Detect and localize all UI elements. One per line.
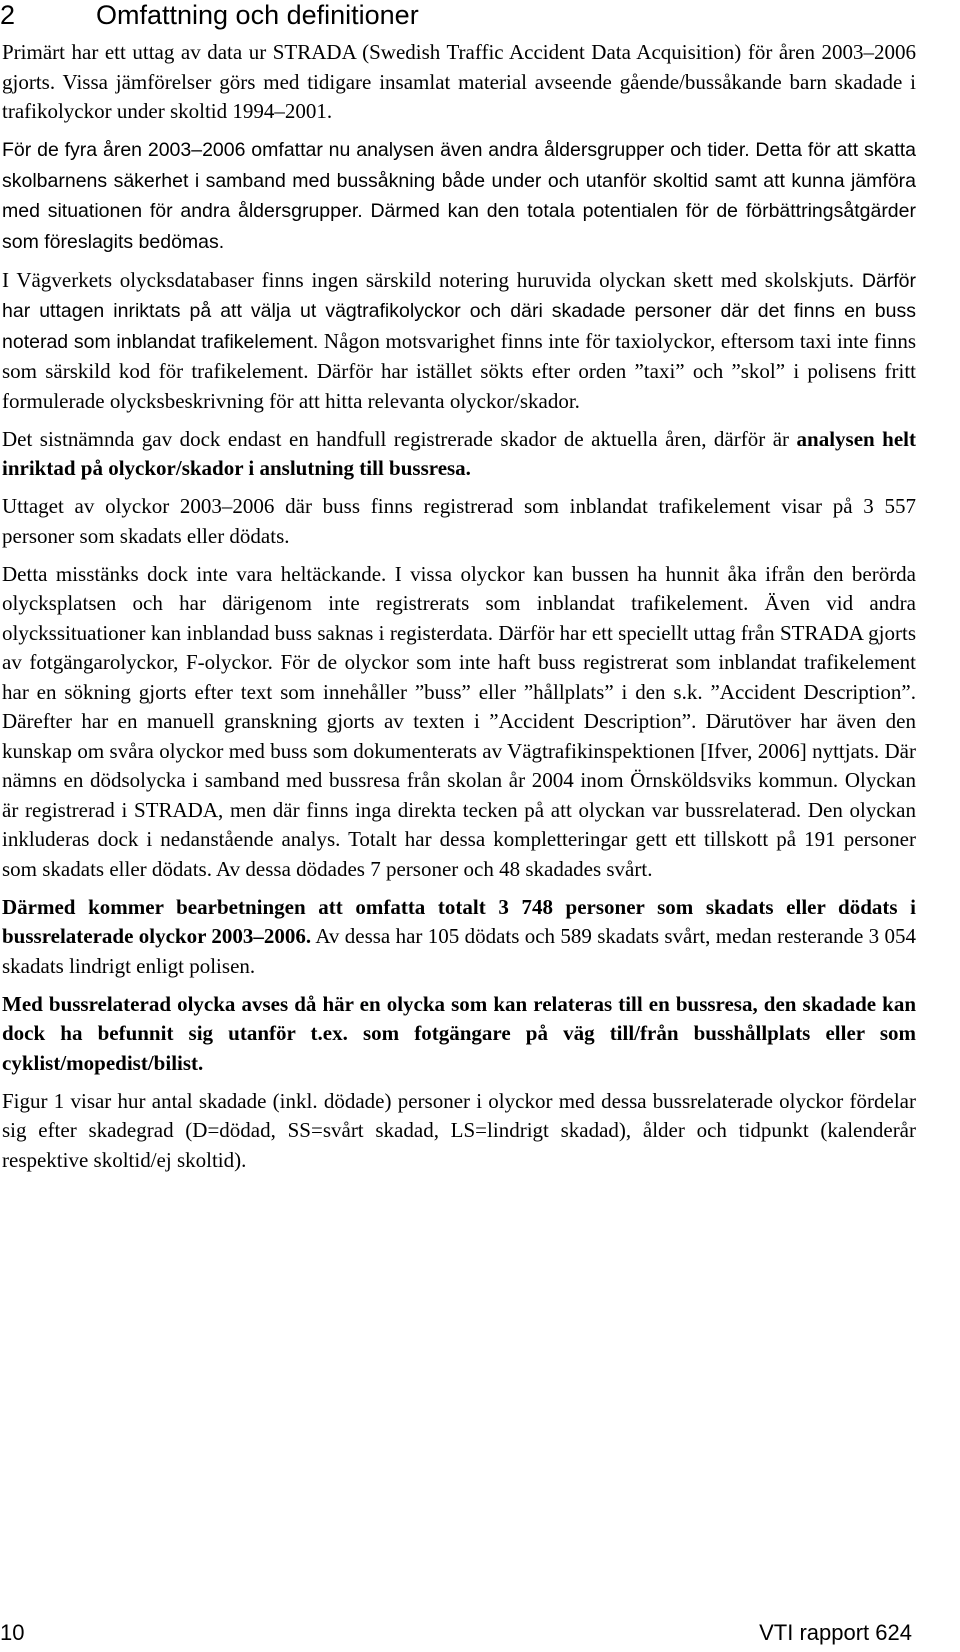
paragraph-text: Någon motsvarighet finns inte för taxiolyckor, eftersom taxi inte finns som särskild kod för trafikelement. [2, 328, 916, 383]
paragraph-scope [2, 38, 916, 127]
paragraph-text: I vissa olyckor kan bussen ha hunnit åka ifrån den berörda olycksplatsen och har därigenom inte registrerats som inblandat trafikelement. Även vid andra olyckssituationer kan inblandad buss saknas i registerdata. Därför har ett speciellt uttag från STRADA gjorts av fotgängarolyckor, F-olyckor. För de olyckor som inte haft buss registrerat som inblandat trafikelement har en sökning gjorts efter text som innehåller ”buss” eller ”hållplats” i den s.k. ”Accident Description”. Därefter har en manuell granskning gjorts av texten i ”Accident Description”. Därutöver har även den kunskap om svåra olyckor med buss som dokumenterats av Vägtrafikinspektionen [Ifver, 2006] nyttjats. Där nämns en dödsolycka i samband med bussresa från skolan år 2004 inom Örnsköldsviks kommun. Olyckan är registrerad i STRADA, men där finns inga direkta tecken på att olyckan var bussrelaterad. Den olyckan inkluderas dock i nedanstående analys. Totalt har dessa kompletteringar gett ett tillskott på 191 personer som skadats eller dödats. Av dessa dödades 7 personer och 48 skadades svårt. [2, 561, 917, 881]
paragraph-text: Primärt har ett uttag av data ur STRADA (Swedish Traffic Accident Data Acquisition) för åren 2003–2006 gjorts. Vissa jämförelser görs med tidigare insamlat material avseende gående/bussåkande barn skadade i trafikolyckor under skoltid 1994–2001. [2, 40, 916, 123]
document-body [2, 38, 916, 1184]
paragraph-total [2, 893, 916, 982]
paragraph-extract [2, 492, 916, 551]
paragraph-text: Detta för att skatta skolbarnens säkerhet i samband med bussåkning både under och utanför skoltid samt att kunna jämföra med situationen för andra åldersgrupper. Därmed kan den totala potentialen för de förbättringsåtgärder som föreslagits bedömas. [2, 139, 917, 253]
paragraph-text: Därför har istället sökts efter orden ”taxi” och ”skol” i polisens fritt formulerade olycksbeskrivning för att hitta relevanta olyckor/skador. [2, 359, 916, 413]
paragraph-figure-reference [2, 1087, 916, 1176]
section-heading [0, 0, 940, 30]
paragraph-text: Av dessa har 105 dödats och 589 skadats svårt, medan resterande 3 054 skadats lindrigt enligt polisen. [2, 924, 917, 978]
paragraph-text: Uttaget av olyckor 2003–2006 där buss finns registrerad som inblandat trafikelement visar på 3 557 personer som skadats eller dödats. [2, 494, 916, 548]
paragraph-text: Figur 1 visar hur antal skadade (inkl. dödade) personer i olyckor med dessa bussrelaterade olyckor fördelar sig efter skadegrad (D=dödad, SS=svårt skadad, LS=lindrigt skadad), ålder och tidpunkt (kalenderår respektive skoltid/ej skoltid). [2, 1088, 916, 1172]
paragraph-age-groups [2, 135, 916, 257]
paragraph-focus [2, 425, 916, 484]
paragraph-supplement [2, 560, 916, 885]
paragraph-text: Detta misstänks dock inte vara heltäckande. [2, 561, 387, 586]
page-footer [0, 1620, 912, 1646]
paragraph-text: I Vägverkets olycksdatabaser finns ingen särskild notering huruvida olyckan skett med skolskjuts. [2, 267, 855, 292]
paragraph-definition [2, 990, 916, 1079]
paragraph-emphasis: Med bussrelaterad olycka avses då här en olycka som kan relateras till en bussresa, den skadade kan dock ha befunnit sig utanför t.ex. som fotgängare på väg till/från busshållplats eller som cyklist/mopedist/bilist. [2, 991, 916, 1075]
paragraph-text: För de fyra åren 2003–2006 omfattar nu analysen även andra åldersgrupper och tider. [2, 139, 750, 161]
paragraph-emphasis: Därmed kommer bearbetningen att omfatta totalt 3 748 personer som skadats eller dödats i bussrelaterade olyckor 2003–2006. [2, 894, 916, 948]
paragraph-emphasis: analysen helt inriktad på olyckor/skador i anslutning till bussresa. [2, 426, 917, 480]
paragraph-databases [2, 266, 916, 417]
section-number: 2 [0, 0, 16, 30]
page-number: 10 [0, 1620, 25, 1645]
report-name: VTI rapport 624 [759, 1620, 912, 1645]
paragraph-text: Det sistnämnda gav dock endast en handfull registrerade skador de aktuella åren, därför är [2, 426, 790, 451]
paragraph-text: Därför har uttagen inriktats på att välja ut vägtrafikolyckor och däri skadade personer där det finns en buss noterad som inblandat trafikelement. [2, 269, 917, 353]
section-title: Omfattning och definitioner [96, 0, 419, 30]
